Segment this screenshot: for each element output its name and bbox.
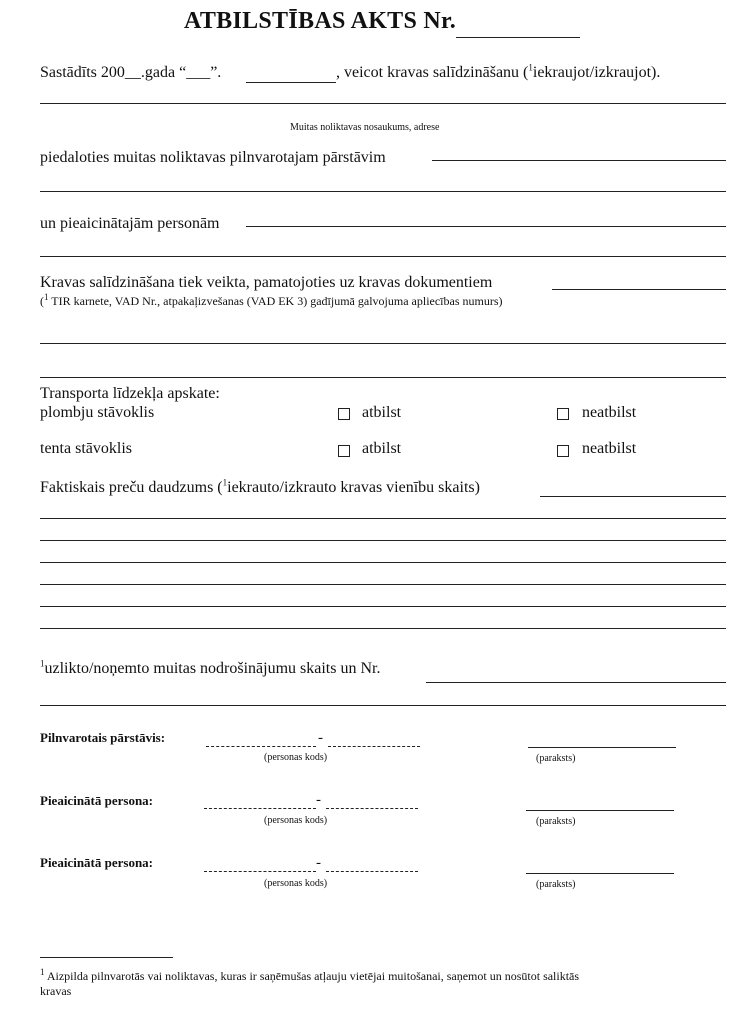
documents-field-2[interactable] xyxy=(40,343,726,344)
quantity-label: Faktiskais preču daudzums ($^1$iekrauto/izkrauto kravas vienību skaits) xyxy=(40,477,480,496)
invited-person-2-signature-caption: (paraksts) xyxy=(536,879,576,890)
authorized-rep-code-field-b[interactable] xyxy=(328,746,420,747)
invited-person-2-code-field-b[interactable] xyxy=(326,871,418,872)
authorized-rep-signature-role: Pilnvarotais pārstāvis: xyxy=(40,730,166,745)
invited-person-1-code-field-a[interactable] xyxy=(204,808,316,809)
documents-field-3[interactable] xyxy=(40,377,726,378)
documents-field[interactable] xyxy=(552,289,726,290)
invited-person-2-signature-field[interactable] xyxy=(526,873,674,874)
act-number-field[interactable] xyxy=(456,37,580,38)
tent-condition-mismatch-checkbox[interactable] xyxy=(557,445,569,457)
quantity-field-4[interactable] xyxy=(40,562,726,563)
invited-person-1-signature-caption: (paraksts) xyxy=(536,816,576,827)
invited-persons-label: un pieaicinātajām personām xyxy=(40,215,220,232)
invited-persons-field[interactable] xyxy=(246,226,726,227)
quantity-field-7[interactable] xyxy=(40,628,726,629)
seal-condition-label: plombju stāvoklis xyxy=(40,404,155,421)
invited-person-2-code-field-a[interactable] xyxy=(204,871,316,872)
tent-condition-match-checkbox[interactable] xyxy=(338,445,350,457)
transport-heading: Transporta līdzekļa apskate: xyxy=(40,385,220,402)
footnote-text: $^1$ Aizpilda pilnvarotās vai noliktavas, kuras ir saņēmušas atļauju vietējai muitošanai, saņemot un nosūtot saliktās xyxy=(40,967,580,983)
quantity-field-5[interactable] xyxy=(40,584,726,585)
invited-person-1-signature-role: Pieaicinātā persona: xyxy=(40,793,154,808)
seal-condition-mismatch-checkbox[interactable] xyxy=(557,408,569,420)
quantity-field[interactable] xyxy=(540,496,726,497)
compiled-line-suffix: , veicot kravas salīdzināšanu ($^1$iekraujot/izkraujot). xyxy=(336,62,661,81)
documents-note: ($^1$ TIR karnete, VAD Nr., atpakaļizvešanas (VAD EK 3) gadījumā galvojuma apliecības numurs) xyxy=(40,292,503,308)
seals-field-2[interactable] xyxy=(40,705,726,706)
authorized-rep-field[interactable] xyxy=(432,160,726,161)
authorized-rep-label: piedaloties muitas noliktavas pilnvarotajam pārstāvim xyxy=(40,149,386,166)
invited-person-1-code-field-b[interactable] xyxy=(326,808,418,809)
authorized-rep-code-caption: (personas kods) xyxy=(264,752,328,763)
warehouse-caption: Muitas noliktavas nosaukums, adrese xyxy=(290,122,440,133)
invited-persons-field-2[interactable] xyxy=(40,256,726,257)
footnote-text-2: kravas xyxy=(40,984,72,998)
quantity-field-6[interactable] xyxy=(40,606,726,607)
seals-label: $^1$uzlikto/noņemto muitas nodrošinājumu skaits un Nr. xyxy=(40,658,381,677)
seal-condition-mismatch-label: neatbilst xyxy=(582,404,637,421)
tent-condition-mismatch-label: neatbilst xyxy=(582,440,637,457)
seal-condition-match-label: atbilst xyxy=(362,404,402,421)
footnote-separator xyxy=(40,957,173,958)
authorized-rep-signature-caption: (paraksts) xyxy=(536,753,576,764)
authorized-rep-signature-field[interactable] xyxy=(528,747,676,748)
invited-person-1-signature-field[interactable] xyxy=(526,810,674,811)
quantity-field-3[interactable] xyxy=(40,540,726,541)
tent-condition-label: tenta stāvoklis xyxy=(40,440,132,457)
tent-condition-match-label: atbilst xyxy=(362,440,402,457)
authorized-rep-field-2[interactable] xyxy=(40,191,726,192)
quantity-field-2[interactable] xyxy=(40,518,726,519)
compiled-line: Sastādīts 200__.gada “___”. xyxy=(40,64,222,81)
warehouse-field[interactable] xyxy=(40,103,726,104)
compiled-place-field[interactable] xyxy=(246,82,336,83)
authorized-rep-code-field-a[interactable] xyxy=(206,746,316,747)
invited-person-2-signature-role: Pieaicinātā persona: xyxy=(40,855,154,870)
seals-field[interactable] xyxy=(426,682,726,683)
invited-person-2-code-caption: (personas kods) xyxy=(264,878,328,889)
invited-person-1-code-caption: (personas kods) xyxy=(264,815,328,826)
document-title: ATBILSTĪBAS AKTS Nr. xyxy=(184,8,457,34)
seal-condition-match-checkbox[interactable] xyxy=(338,408,350,420)
documents-label: Kravas salīdzināšana tiek veikta, pamatojoties uz kravas dokumentiem xyxy=(40,274,493,291)
